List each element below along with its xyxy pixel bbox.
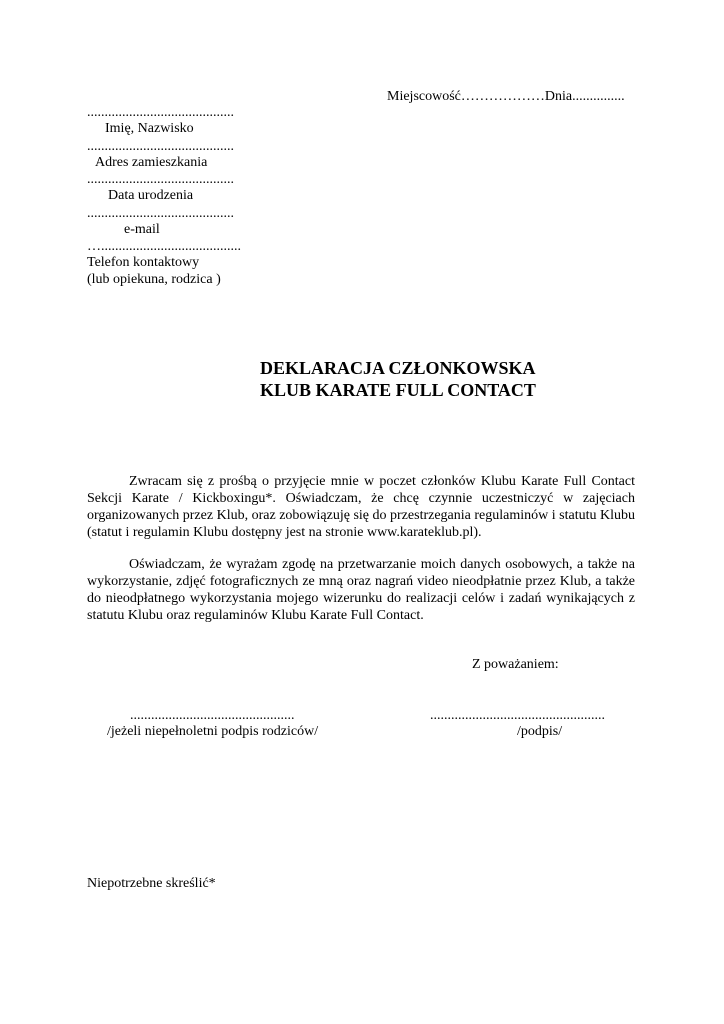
birthdate-label: Data urodzenia	[108, 188, 194, 203]
membership-request-text: Zwracam się z prośbą o przyjęcie mnie w poczet członków Klubu Karate Full Contact Sekcji Karate / Kickboxingu*. Oświadczam, że chcę czynnie uczestniczyć w zajęciach organizowanych przez Klub, oraz zobowiązuję się do przestrzegania regulaminów i statutu Klubu (statut i regulamin Klubu dostępny jest na stronie www.karateklub.pl).	[87, 474, 635, 540]
own-signature-label: /podpis/	[517, 724, 563, 739]
membership-request-paragraph	[87, 473, 635, 541]
consent-text: Oświadczam, że wyrażam zgodę na przetwarzanie moich danych osobowych, a także na wykorzystanie, zdjęć fotograficznych ze mną oraz nagrań video nieodpłatnie przez Klub, a także do nieodpłatnego wykorzystania mojego wizerunku do realizacji celów i zadań wynikających z statutu Klubu oraz regulaminów Klubu Karate Full Contact.	[87, 557, 635, 623]
document-title-line2: KLUB KARATE FULL CONTACT	[260, 380, 536, 400]
address-dots: ..........................................	[87, 139, 234, 154]
parent-signature-dots: ...............................................	[130, 708, 295, 723]
email-label: e-mail	[124, 222, 160, 237]
phone-label: Telefon kontaktowy	[87, 255, 200, 270]
birthdate-dots: ..........................................	[87, 172, 234, 187]
own-signature-dots: ..................................................	[430, 708, 605, 723]
consent-paragraph	[87, 556, 635, 624]
email-dots: ..........................................	[87, 206, 234, 221]
address-label: Adres zamieszkania	[95, 155, 208, 170]
name-dots: ..........................................	[87, 105, 234, 120]
document-title-line1: DEKLARACJA CZŁONKOWSKA	[260, 358, 536, 378]
name-label: Imię, Nazwisko	[105, 121, 194, 136]
phone-dots: …........................................	[87, 239, 241, 254]
footnote: Niepotrzebne skreślić*	[87, 876, 216, 891]
closing-text: Z poważaniem:	[472, 657, 559, 672]
parent-signature-label: /jeżeli niepełnoletni podpis rodziców/	[107, 724, 319, 739]
place-date-line: Miejscowość………………Dnia...............	[387, 89, 625, 104]
phone-note: (lub opiekuna, rodzica )	[87, 272, 221, 287]
